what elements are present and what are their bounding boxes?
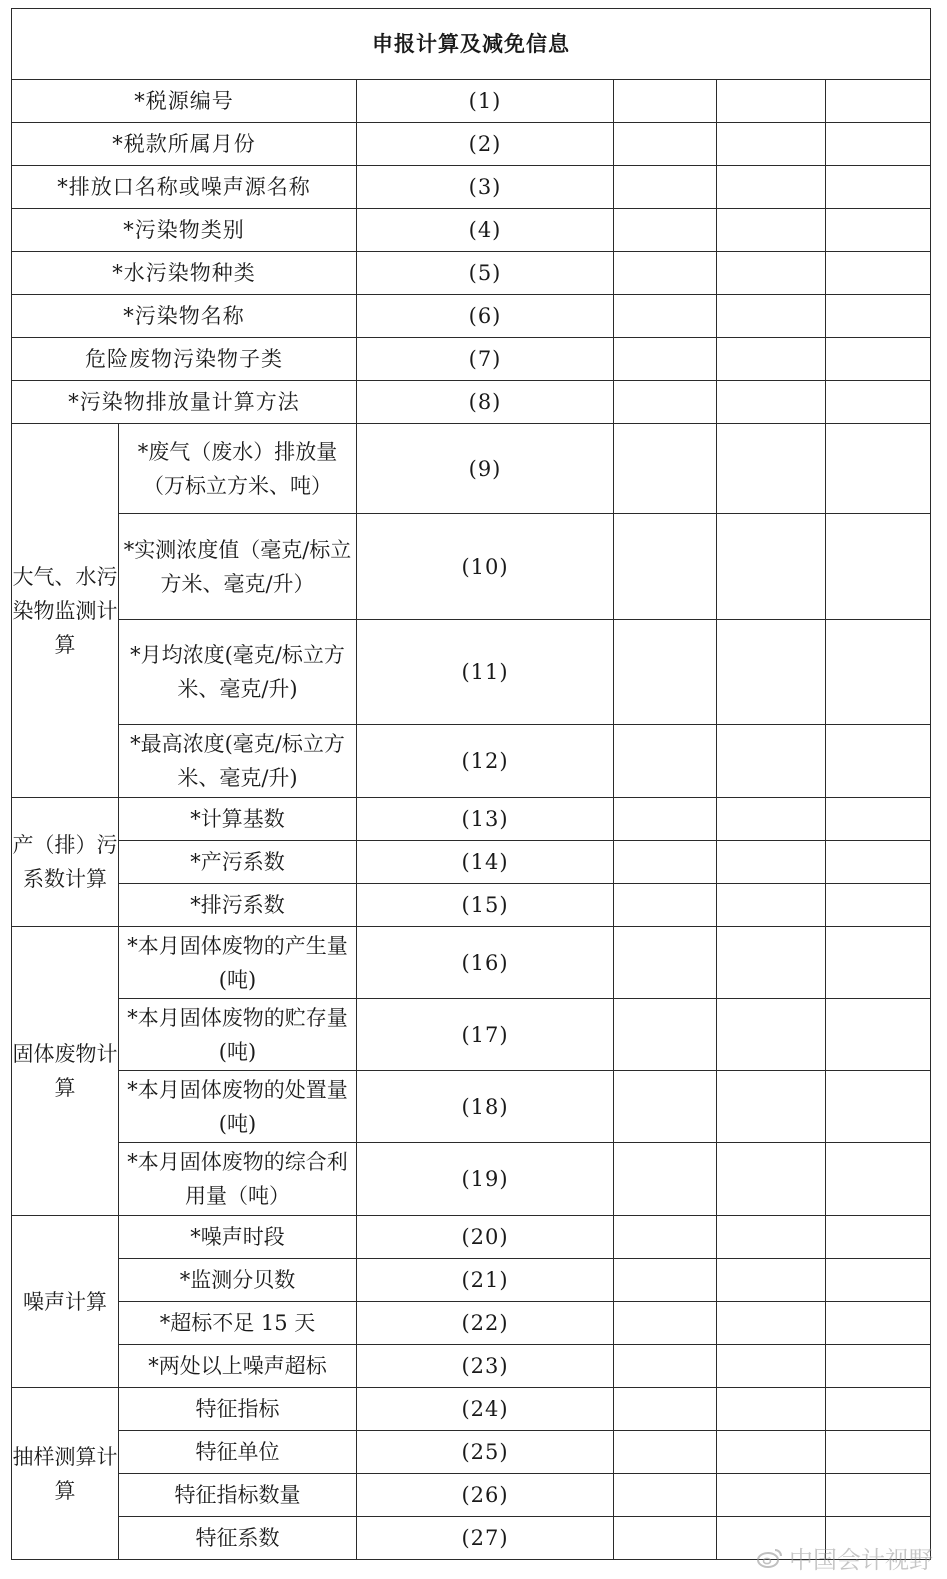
value-cell[interactable] (717, 209, 826, 252)
value-cell[interactable] (614, 80, 717, 123)
row-label: *排放口名称或噪声源名称 (12, 166, 357, 209)
table-row (12, 424, 931, 514)
value-cell[interactable] (717, 620, 826, 725)
value-cell[interactable] (717, 1345, 826, 1388)
value-cell[interactable] (717, 338, 826, 381)
value-cell[interactable] (614, 1071, 717, 1143)
value-cell[interactable] (717, 252, 826, 295)
row-code: (9) (357, 424, 614, 514)
row-code: (2) (357, 123, 614, 166)
value-cell[interactable] (614, 884, 717, 927)
row-code: (10) (357, 514, 614, 620)
row-label: *污染物名称 (12, 295, 357, 338)
value-cell[interactable] (614, 338, 717, 381)
table-row (12, 295, 931, 338)
value-cell[interactable] (826, 123, 931, 166)
row-code: (13) (357, 798, 614, 841)
value-cell[interactable] (614, 1388, 717, 1431)
value-cell[interactable] (717, 999, 826, 1071)
group-label-sampling: 抽样测算计算 (12, 1388, 119, 1560)
value-cell[interactable] (717, 1143, 826, 1216)
value-cell[interactable] (717, 1302, 826, 1345)
row-label: *排污系数 (119, 884, 357, 927)
value-cell[interactable] (614, 1517, 717, 1560)
value-cell[interactable] (614, 295, 717, 338)
group-label-coefficient: 产（排）污系数计算 (12, 798, 119, 927)
row-code: (26) (357, 1474, 614, 1517)
value-cell[interactable] (717, 123, 826, 166)
row-label: *月均浓度(毫克/标立方米、毫克/升) (119, 620, 357, 725)
value-cell[interactable] (717, 1071, 826, 1143)
row-label: *本月固体废物的综合利用量（吨） (119, 1143, 357, 1216)
table-row (12, 1345, 931, 1388)
value-cell[interactable] (614, 798, 717, 841)
value-cell[interactable] (614, 166, 717, 209)
table-row (12, 166, 931, 209)
row-label: *噪声时段 (119, 1216, 357, 1259)
table-row (12, 1071, 931, 1143)
row-label: *本月固体废物的处置量(吨) (119, 1071, 357, 1143)
row-label: *污染物排放量计算方法 (12, 381, 357, 424)
table-title: 申报计算及减免信息 (12, 9, 931, 80)
value-cell[interactable] (717, 841, 826, 884)
watermark (757, 1540, 933, 1575)
table-row (12, 80, 931, 123)
row-code: (14) (357, 841, 614, 884)
table-row (12, 338, 931, 381)
value-cell[interactable] (614, 841, 717, 884)
row-code: (21) (357, 1259, 614, 1302)
row-label: *两处以上噪声超标 (119, 1345, 357, 1388)
value-cell[interactable] (826, 1431, 931, 1474)
value-cell[interactable] (826, 1345, 931, 1388)
value-cell[interactable] (614, 1259, 717, 1302)
value-cell[interactable] (826, 841, 931, 884)
row-label: *税源编号 (12, 80, 357, 123)
value-cell[interactable] (826, 1071, 931, 1143)
row-code: (16) (357, 927, 614, 999)
value-cell[interactable] (717, 80, 826, 123)
value-cell[interactable] (614, 381, 717, 424)
row-label: *水污染物种类 (12, 252, 357, 295)
value-cell[interactable] (826, 620, 931, 725)
table-row (12, 884, 931, 927)
value-cell[interactable] (717, 295, 826, 338)
table-row (12, 1259, 931, 1302)
value-cell[interactable] (826, 1474, 931, 1517)
row-label: *税款所属月份 (12, 123, 357, 166)
table-row (12, 927, 931, 999)
row-code: (24) (357, 1388, 614, 1431)
row-code: (27) (357, 1517, 614, 1560)
group-label-monitoring: 大气、水污染物监测计算 (12, 424, 119, 798)
table-row (12, 1474, 931, 1517)
value-cell[interactable] (614, 999, 717, 1071)
value-cell[interactable] (826, 80, 931, 123)
row-label: *最高浓度(毫克/标立方米、毫克/升) (119, 725, 357, 798)
value-cell[interactable] (614, 620, 717, 725)
row-label: 特征系数 (119, 1517, 357, 1560)
row-label: *本月固体废物的贮存量(吨) (119, 999, 357, 1071)
row-label: 特征指标 (119, 1388, 357, 1431)
table-row (12, 620, 931, 725)
table-row (12, 514, 931, 620)
value-cell[interactable] (717, 381, 826, 424)
group-label-solid-waste: 固体废物计算 (12, 927, 119, 1216)
row-code: (25) (357, 1431, 614, 1474)
table-row (12, 725, 931, 798)
row-code: (22) (357, 1302, 614, 1345)
value-cell[interactable] (717, 1474, 826, 1517)
row-code: (19) (357, 1143, 614, 1216)
value-cell[interactable] (717, 1431, 826, 1474)
table-row (12, 1302, 931, 1345)
weibo-icon (757, 1548, 783, 1568)
value-cell[interactable] (826, 338, 931, 381)
value-cell[interactable] (717, 1388, 826, 1431)
row-code: (11) (357, 620, 614, 725)
table-row (12, 123, 931, 166)
table-row (12, 1431, 931, 1474)
row-label: *实测浓度值（毫克/标立方米、毫克/升） (119, 514, 357, 620)
value-cell[interactable] (717, 798, 826, 841)
row-label: 特征指标数量 (119, 1474, 357, 1517)
value-cell[interactable] (717, 884, 826, 927)
value-cell[interactable] (614, 1302, 717, 1345)
value-cell[interactable] (614, 725, 717, 798)
value-cell[interactable] (614, 209, 717, 252)
row-label: *产污系数 (119, 841, 357, 884)
value-cell[interactable] (717, 1216, 826, 1259)
value-cell[interactable] (826, 1259, 931, 1302)
value-cell[interactable] (826, 1143, 931, 1216)
row-label: 危险废物污染物子类 (12, 338, 357, 381)
watermark-text: 中国会计视野 (789, 1546, 933, 1574)
row-code: (3) (357, 166, 614, 209)
value-cell[interactable] (717, 424, 826, 514)
row-code: (17) (357, 999, 614, 1071)
row-label: *废气（废水）排放量（万标立方米、吨） (119, 424, 357, 514)
declaration-table (11, 8, 931, 1560)
table-row (12, 798, 931, 841)
group-label-noise: 噪声计算 (12, 1216, 119, 1388)
value-cell[interactable] (614, 252, 717, 295)
value-cell[interactable] (717, 1259, 826, 1302)
row-code: (18) (357, 1071, 614, 1143)
row-label: *监测分贝数 (119, 1259, 357, 1302)
value-cell[interactable] (717, 166, 826, 209)
value-cell[interactable] (826, 1388, 931, 1431)
row-code: (1) (357, 80, 614, 123)
row-label: *本月固体废物的产生量(吨) (119, 927, 357, 999)
row-code: (15) (357, 884, 614, 927)
row-code: (7) (357, 338, 614, 381)
table-row (12, 1143, 931, 1216)
row-code: (20) (357, 1216, 614, 1259)
value-cell[interactable] (826, 295, 931, 338)
table-row (12, 841, 931, 884)
value-cell[interactable] (826, 1216, 931, 1259)
value-cell[interactable] (826, 209, 931, 252)
value-cell[interactable] (826, 927, 931, 999)
value-cell[interactable] (826, 798, 931, 841)
table-row (12, 252, 931, 295)
value-cell[interactable] (826, 252, 931, 295)
value-cell[interactable] (717, 514, 826, 620)
value-cell[interactable] (614, 1216, 717, 1259)
value-cell[interactable] (614, 1431, 717, 1474)
value-cell[interactable] (614, 1143, 717, 1216)
value-cell[interactable] (826, 884, 931, 927)
row-code: (5) (357, 252, 614, 295)
value-cell[interactable] (826, 381, 931, 424)
value-cell[interactable] (826, 424, 931, 514)
value-cell[interactable] (826, 725, 931, 798)
value-cell[interactable] (826, 1302, 931, 1345)
value-cell[interactable] (717, 927, 826, 999)
row-label: *超标不足 15 天 (119, 1302, 357, 1345)
value-cell[interactable] (614, 424, 717, 514)
value-cell[interactable] (614, 123, 717, 166)
table-row (12, 1388, 931, 1431)
row-code: (12) (357, 725, 614, 798)
row-code: (4) (357, 209, 614, 252)
table-row (12, 381, 931, 424)
value-cell[interactable] (826, 514, 931, 620)
value-cell[interactable] (614, 514, 717, 620)
row-label: 特征单位 (119, 1431, 357, 1474)
table-row (12, 999, 931, 1071)
row-code: (23) (357, 1345, 614, 1388)
value-cell[interactable] (826, 166, 931, 209)
value-cell[interactable] (826, 999, 931, 1071)
value-cell[interactable] (614, 1474, 717, 1517)
row-code: (8) (357, 381, 614, 424)
value-cell[interactable] (717, 725, 826, 798)
table-row (12, 1216, 931, 1259)
row-code: (6) (357, 295, 614, 338)
table-row (12, 209, 931, 252)
value-cell[interactable] (614, 1345, 717, 1388)
row-label: *计算基数 (119, 798, 357, 841)
value-cell[interactable] (614, 927, 717, 999)
row-label: *污染物类别 (12, 209, 357, 252)
